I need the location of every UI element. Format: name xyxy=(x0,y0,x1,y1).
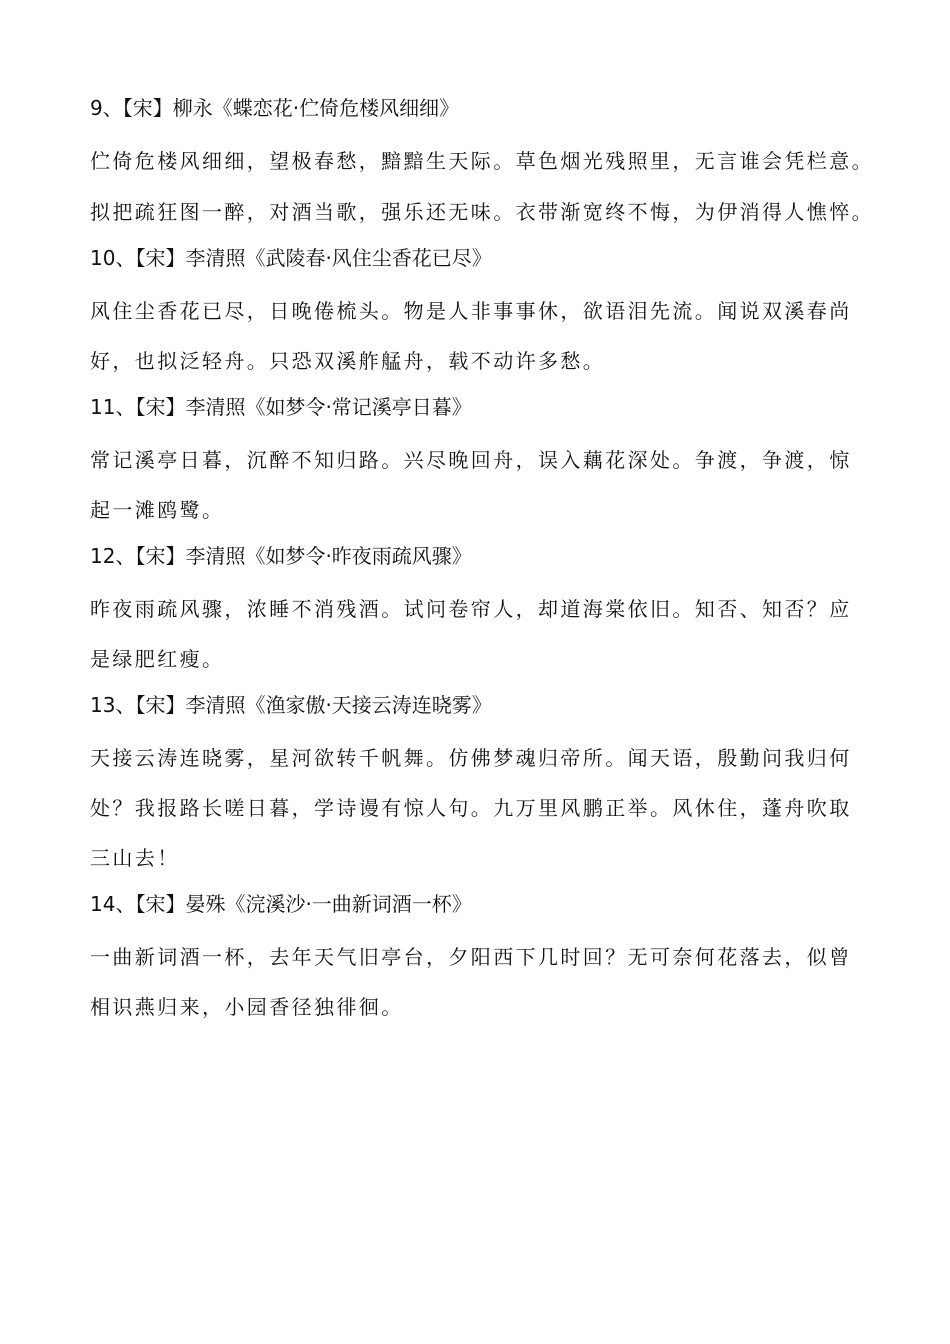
poem-heading: 9、【宋】柳永《蝶恋花·伫倚危楼风细细》 xyxy=(90,96,460,120)
poem-line: 伫倚危楼风细细，望极春愁，黯黯生天际。草色烟光残照里，无言谁会凭栏意。 xyxy=(90,149,874,173)
poem-heading: 11、【宋】李清照《如梦令·常记溪亭日暮》 xyxy=(90,395,472,419)
poem-line: 天接云涛连晓雾，星河欲转千帆舞。仿佛梦魂归帝所。闻天语，殷勤问我归何 xyxy=(90,746,852,770)
poem-line: 好，也拟泛轻舟。只恐双溪舴艋舟，载不动许多愁。 xyxy=(90,349,606,373)
poem-line: 昨夜雨疏风骤，浓睡不消残酒。试问卷帘人，却道海棠依旧。知否、知否？应 xyxy=(90,597,852,621)
poem-heading: 12、【宋】李清照《如梦令·昨夜雨疏风骤》 xyxy=(90,544,472,568)
poem-line: 起一滩鸥鹭。 xyxy=(90,498,225,522)
poem-line: 风住尘香花已尽，日晚倦梳头。物是人非事事休，欲语泪先流。闻说双溪春尚 xyxy=(90,299,852,323)
poem-heading: 13、【宋】李清照《渔家傲·天接云涛连晓雾》 xyxy=(90,693,492,717)
poem-line: 一曲新词酒一杯，去年天气旧亭台，夕阳西下几时回？无可奈何花落去，似曾 xyxy=(90,945,852,969)
poem-line: 处？我报路长嗟日暮，学诗谩有惊人句。九万里风鹏正举。风休住，蓬舟吹取 xyxy=(90,796,852,820)
poem-line: 三山去！ xyxy=(90,846,180,870)
poem-line: 相识燕归来，小园香径独徘徊。 xyxy=(90,995,404,1019)
poem-line: 是绿肥红瘦。 xyxy=(90,647,225,671)
poem-heading: 10、【宋】李清照《武陵春·风住尘香花已尽》 xyxy=(90,246,492,270)
poem-line: 常记溪亭日暮，沉醉不知归路。兴尽晚回舟，误入藕花深处。争渡，争渡，惊 xyxy=(90,448,852,472)
poem-line: 拟把疏狂图一醉，对酒当歌，强乐还无味。衣带渐宽终不悔，为伊消得人憔悴。 xyxy=(90,200,874,224)
poem-heading: 14、【宋】晏殊《浣溪沙·一曲新词酒一杯》 xyxy=(90,892,472,916)
